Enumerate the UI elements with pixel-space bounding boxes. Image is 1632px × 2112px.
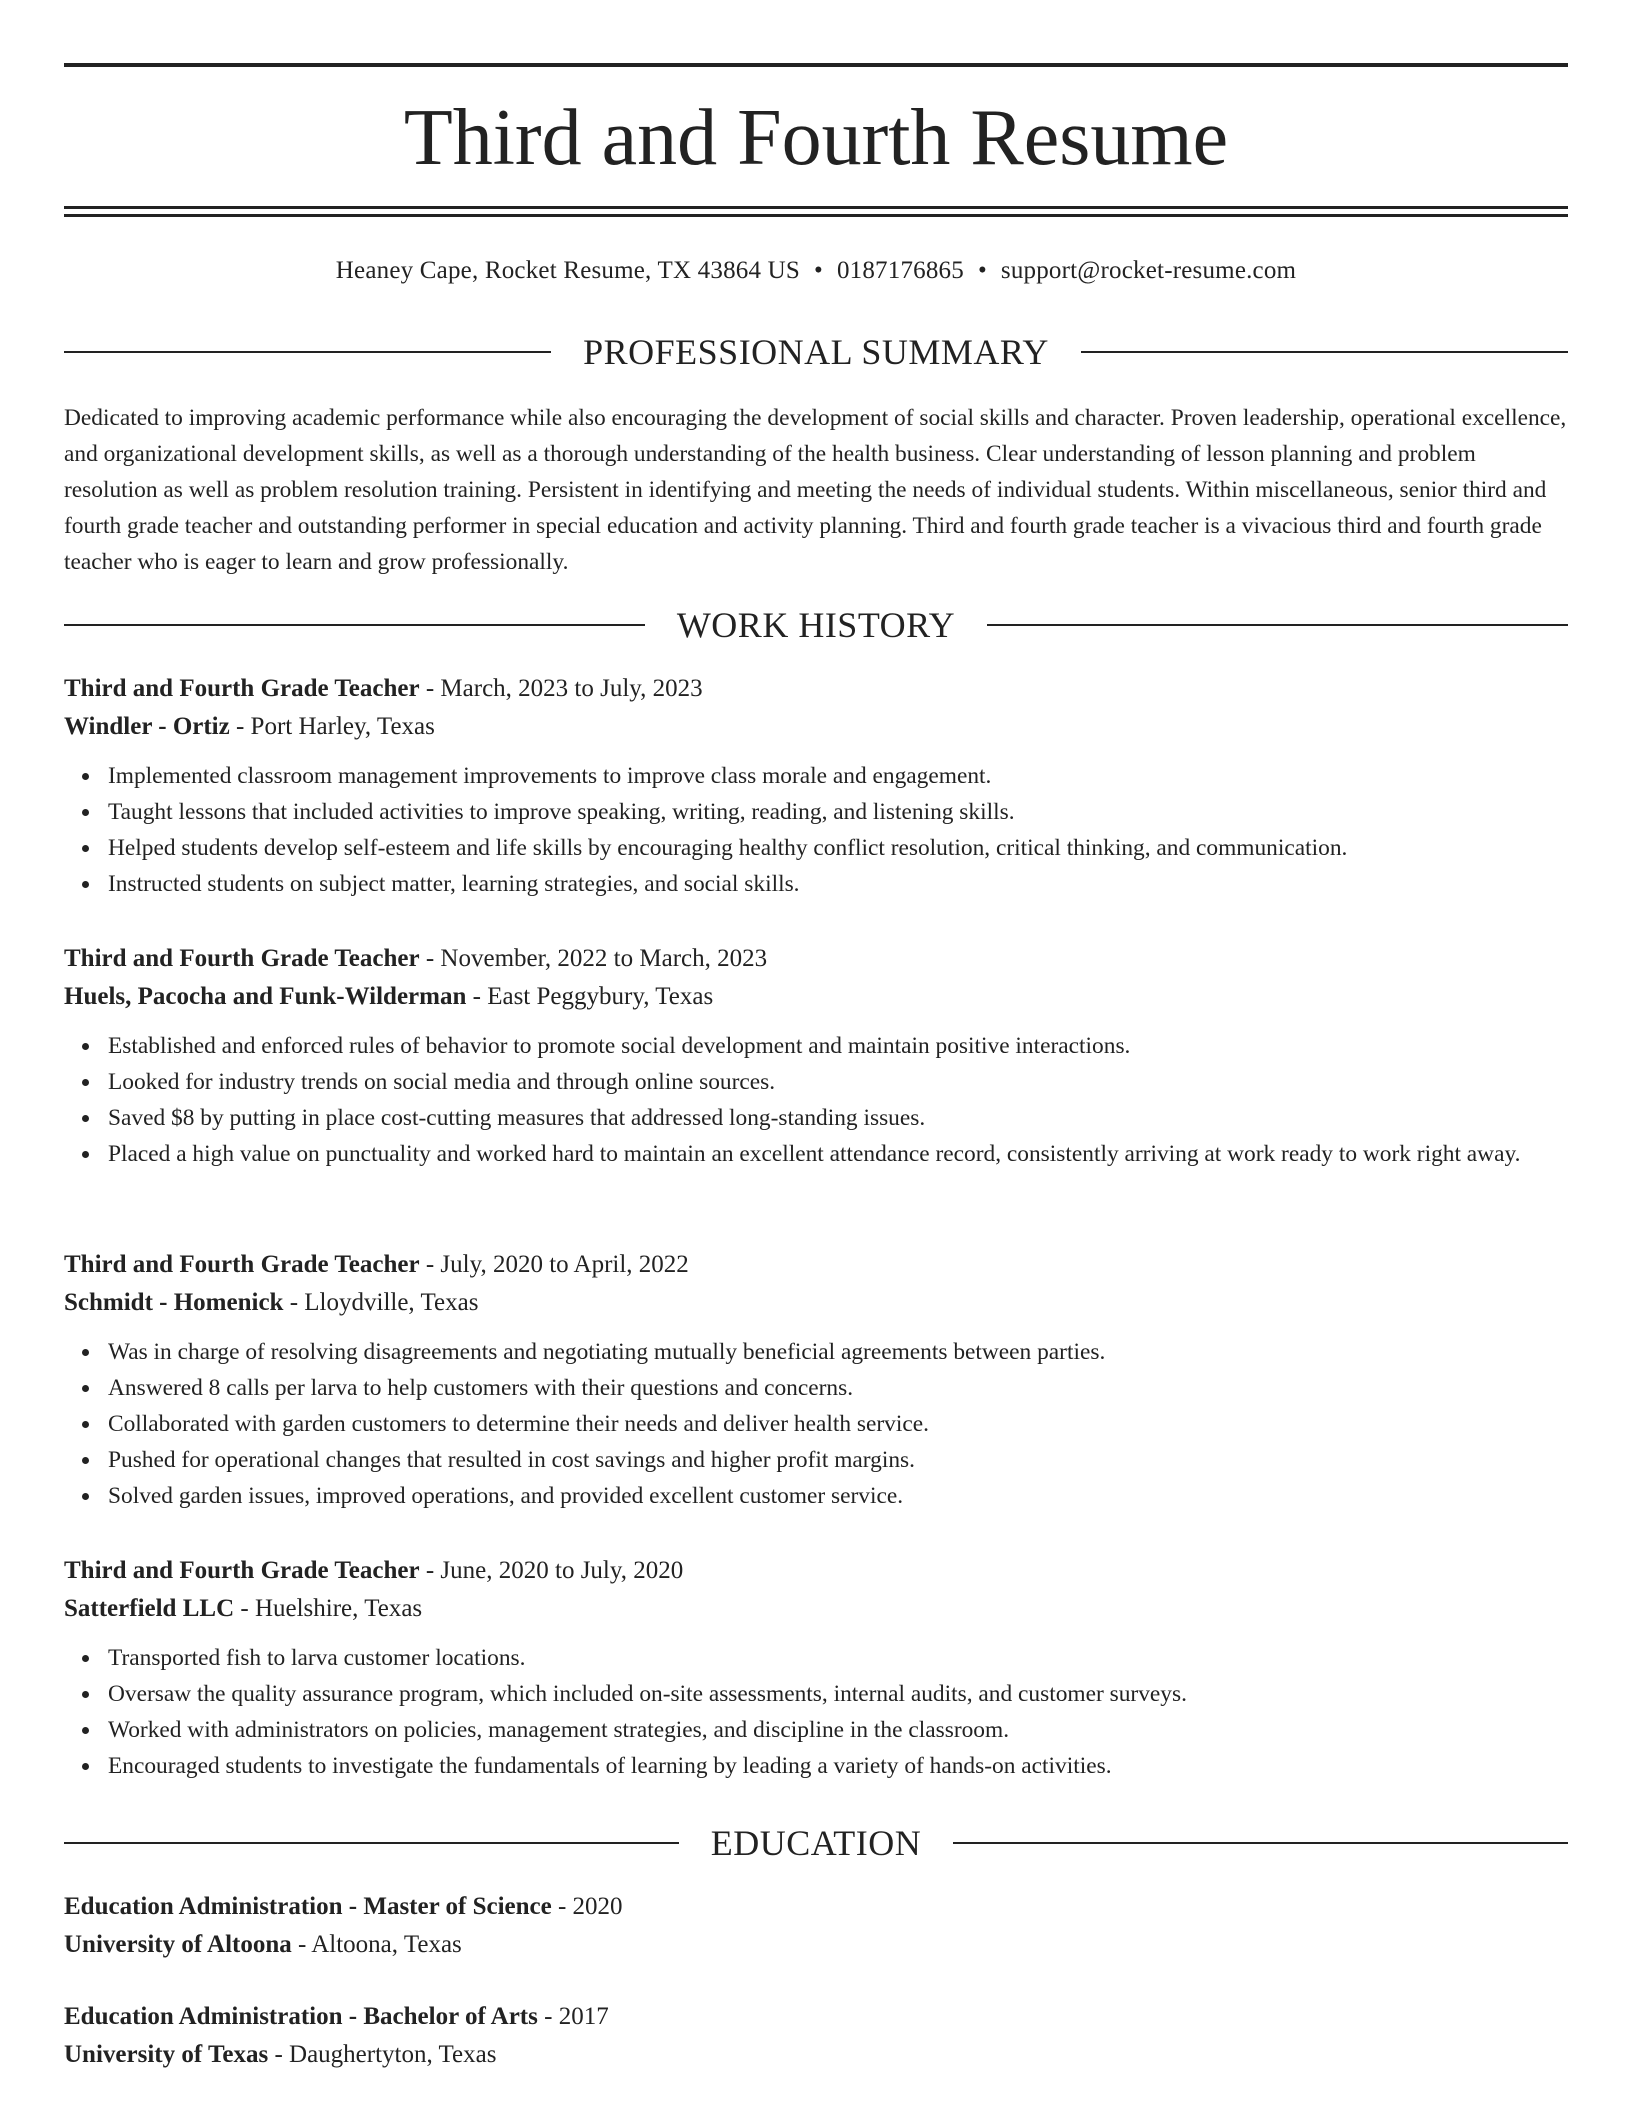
list-item: Answered 8 calls per larva to help customers with their questions and concerns. bbox=[108, 1370, 1568, 1406]
contact-address: Heaney Cape, Rocket Resume, TX 43864 US bbox=[335, 257, 800, 284]
job-title-line bbox=[64, 670, 1568, 708]
list-item: Transported fish to larva customer locations. bbox=[108, 1640, 1568, 1676]
degree-line bbox=[64, 1998, 1568, 2036]
section-heading-education bbox=[64, 1820, 1568, 1866]
list-item: Collaborated with garden customers to determine their needs and deliver health service. bbox=[108, 1406, 1568, 1442]
job-title-line bbox=[64, 1552, 1568, 1590]
section-title: WORK HISTORY bbox=[676, 605, 956, 645]
job-dates: - July, 2020 to April, 2022 bbox=[425, 1251, 689, 1278]
resume-title: Third and Fourth Resume bbox=[403, 94, 1229, 182]
job-bullets bbox=[64, 1028, 1568, 1172]
school-location: - Altoona, Texas bbox=[298, 1931, 462, 1958]
heading-rule bbox=[1081, 351, 1568, 353]
job-title-line bbox=[64, 940, 1568, 978]
job-title: Third and Fourth Grade Teacher bbox=[64, 1557, 420, 1584]
list-item: Implemented classroom management improvements to improve class morale and engagement. bbox=[108, 758, 1568, 794]
employer-name: Satterfield LLC bbox=[64, 1595, 235, 1622]
contact-phone: 0187176865 bbox=[836, 257, 964, 284]
list-item: Encouraged students to investigate the fundamentals of learning by leading a variety of hands-on activities. bbox=[108, 1748, 1568, 1784]
list-item: Helped students develop self-esteem and life skills by encouraging healthy conflict resolution, critical thinking, and communication. bbox=[108, 830, 1568, 866]
employer-line bbox=[64, 708, 1568, 746]
heading-rule bbox=[953, 1842, 1568, 1844]
top-rule bbox=[64, 63, 1568, 67]
contact-separator: • bbox=[814, 257, 823, 284]
list-item: Placed a high value on punctuality and worked hard to maintain an excellent attendance record, consistently arriving at work ready to work right away. bbox=[108, 1136, 1568, 1172]
list-item: Was in charge of resolving disagreements and negotiating mutually beneficial agreements between parties. bbox=[108, 1334, 1568, 1370]
degree-line bbox=[64, 1888, 1568, 1926]
employer-location: - Port Harley, Texas bbox=[235, 713, 435, 740]
employer-location: - Huelshire, Texas bbox=[240, 1595, 423, 1622]
education-entry bbox=[64, 1998, 1568, 2074]
employer-name: Schmidt - Homenick bbox=[64, 1289, 284, 1316]
list-item: Worked with administrators on policies, management strategies, and discipline in the classroom. bbox=[108, 1712, 1568, 1748]
job-dates: - June, 2020 to July, 2020 bbox=[425, 1557, 684, 1584]
job-title: Third and Fourth Grade Teacher bbox=[64, 675, 420, 702]
employer-location: - Lloydville, Texas bbox=[289, 1289, 479, 1316]
work-entry bbox=[64, 1552, 1568, 1784]
heading-rule bbox=[64, 1842, 679, 1844]
list-item: Instructed students on subject matter, learning strategies, and social skills. bbox=[108, 866, 1568, 902]
list-item: Established and enforced rules of behavior to promote social development and maintain positive interactions. bbox=[108, 1028, 1568, 1064]
employer-name: Windler - Ortiz bbox=[64, 713, 230, 740]
employer-name: Huels, Pacocha and Funk-Wilderman bbox=[64, 983, 467, 1010]
work-entry bbox=[64, 1246, 1568, 1514]
school-line bbox=[64, 1926, 1568, 1964]
list-item: Solved garden issues, improved operations, and provided excellent customer service. bbox=[108, 1478, 1568, 1514]
work-entry bbox=[64, 670, 1568, 902]
list-item: Pushed for operational changes that resulted in cost savings and higher profit margins. bbox=[108, 1442, 1568, 1478]
list-item: Saved $8 by putting in place cost-cutting measures that addressed long-standing issues. bbox=[108, 1100, 1568, 1136]
contact-line bbox=[64, 254, 1568, 288]
employer-line bbox=[64, 1284, 1568, 1322]
employer-line bbox=[64, 1590, 1568, 1628]
degree-year: - 2017 bbox=[544, 2003, 609, 2030]
job-title-line bbox=[64, 1246, 1568, 1284]
job-bullets bbox=[64, 1640, 1568, 1784]
degree-name: Education Administration - Bachelor of Arts bbox=[64, 2003, 538, 2030]
contact-separator: • bbox=[977, 257, 987, 284]
education-entry bbox=[64, 1888, 1568, 1964]
degree-name: Education Administration - Master of Science bbox=[64, 1893, 552, 1920]
section-title: PROFESSIONAL SUMMARY bbox=[583, 332, 1049, 372]
section-heading-summary bbox=[64, 329, 1568, 375]
degree-year: - 2020 bbox=[557, 1893, 623, 1920]
employer-line bbox=[64, 978, 1568, 1016]
section-heading-work bbox=[64, 602, 1568, 648]
section-title: EDUCATION bbox=[710, 1823, 922, 1863]
school-location: - Daughertyton, Texas bbox=[274, 2041, 497, 2068]
job-bullets bbox=[64, 1334, 1568, 1514]
contact-email: support@rocket-resume.com bbox=[1000, 257, 1297, 284]
list-item: Oversaw the quality assurance program, which included on-site assessments, internal audits, and customer surveys. bbox=[108, 1676, 1568, 1712]
heading-rule bbox=[64, 624, 645, 626]
school-name: University of Texas bbox=[64, 2041, 269, 2068]
heading-rule bbox=[64, 351, 551, 353]
list-item: Looked for industry trends on social media and through online sources. bbox=[108, 1064, 1568, 1100]
job-dates: - November, 2022 to March, 2023 bbox=[425, 945, 768, 972]
school-name: University of Altoona bbox=[64, 1931, 292, 1958]
job-bullets bbox=[64, 758, 1568, 902]
heading-rule bbox=[987, 624, 1568, 626]
job-title: Third and Fourth Grade Teacher bbox=[64, 1251, 420, 1278]
professional-summary-text: Dedicated to improving academic performance while also encouraging the development of social skills and character. Proven leadership, operational excellence, and organizational development skills, as well as a thorough understanding of the health business. Clear understanding of lesson planning and problem resolution as well as problem resolution training. Persistent in identifying and meeting the needs of individual students. Within miscellaneous, senior third and fourth grade teacher and outstanding performer in special education and activity planning. Third and fourth grade teacher is a vivacious third and fourth grade teacher who is eager to learn and grow professionally. bbox=[64, 405, 1567, 575]
list-item: Taught lessons that included activities to improve speaking, writing, reading, and listening skills. bbox=[108, 794, 1568, 830]
title-double-rule bbox=[64, 206, 1568, 217]
job-title: Third and Fourth Grade Teacher bbox=[64, 945, 420, 972]
job-dates: - March, 2023 to July, 2023 bbox=[425, 675, 703, 702]
employer-location: - East Peggybury, Texas bbox=[472, 983, 714, 1010]
work-entry bbox=[64, 940, 1568, 1172]
school-line bbox=[64, 2036, 1568, 2074]
